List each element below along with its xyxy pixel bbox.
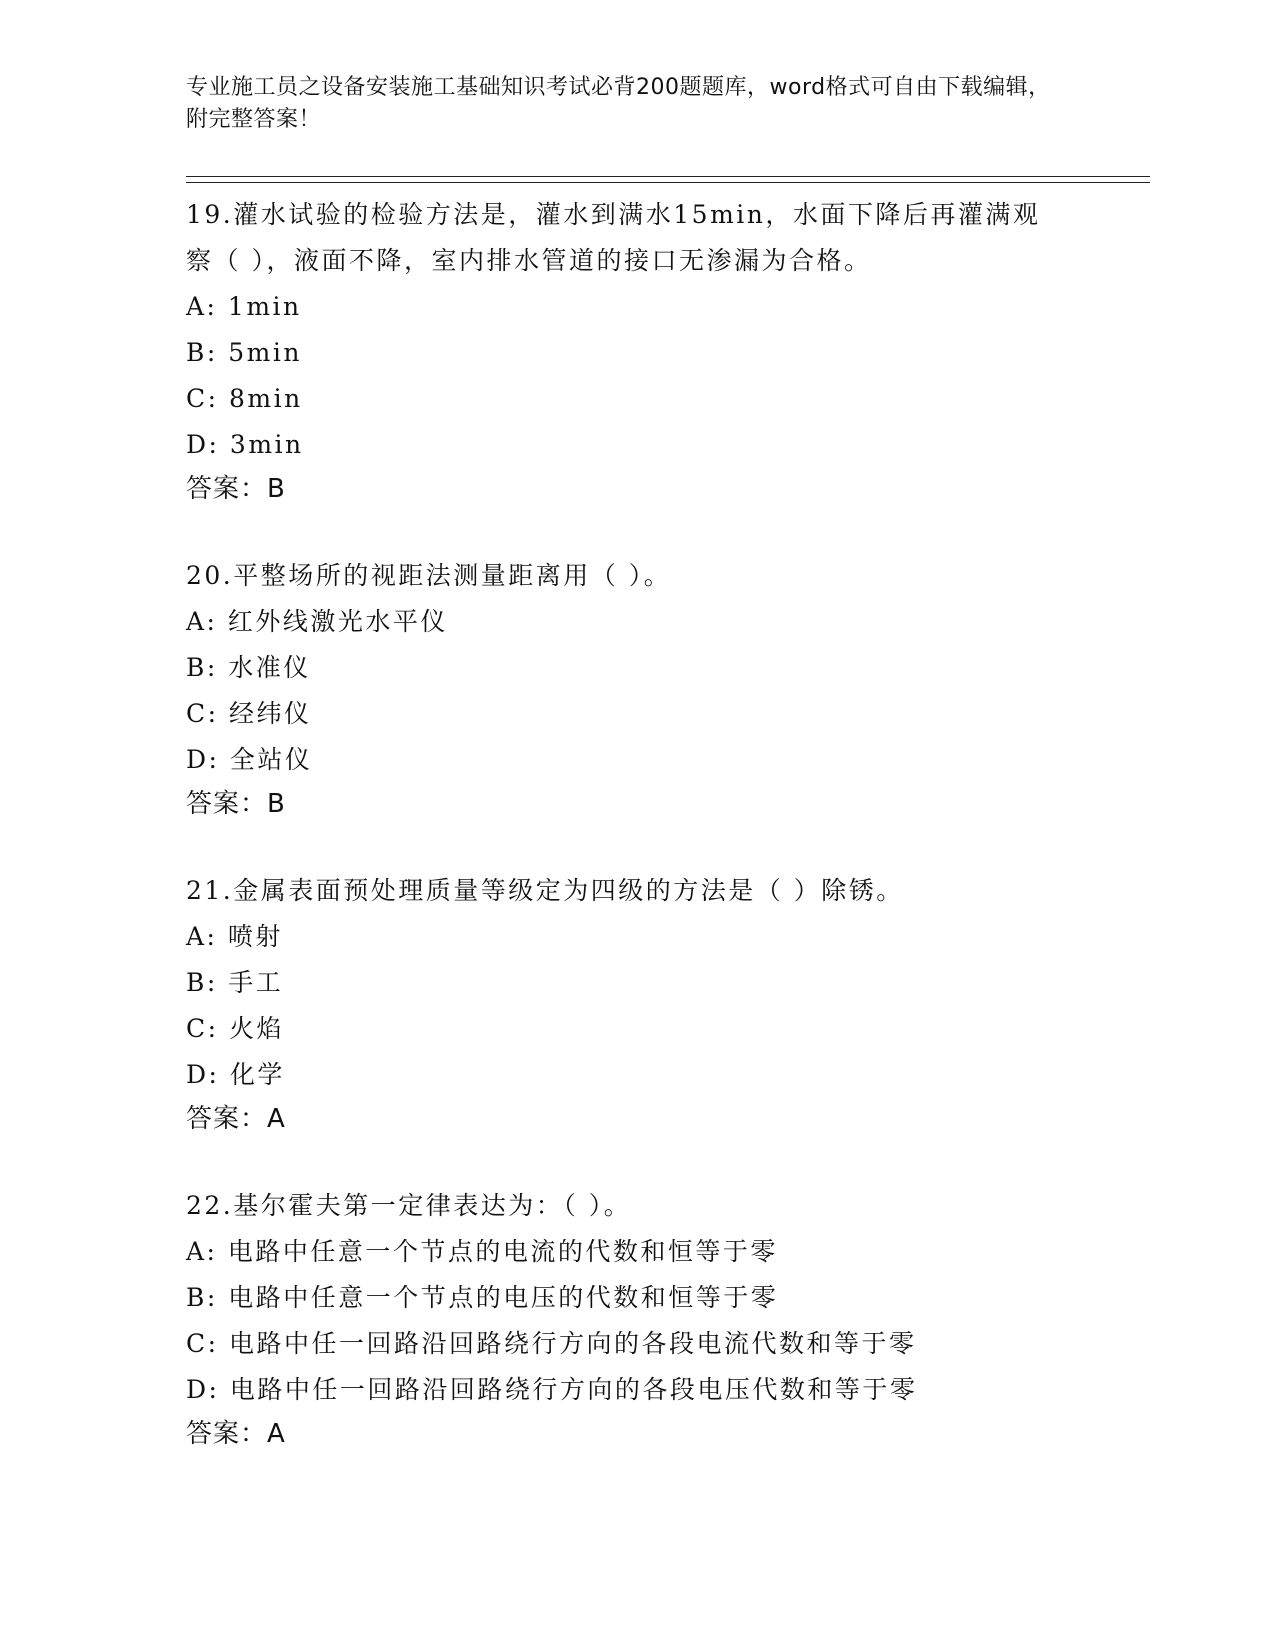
header-divider-bottom [186,182,1150,183]
question-19 [186,192,1066,510]
answer: 答案：B [186,474,286,504]
option-d: D: 化学 [186,1060,285,1089]
option-a: A: 喷射 [186,922,283,951]
option-a: A: 1min [186,292,302,321]
question-21 [186,868,1066,1140]
option-b: B: 手工 [186,968,284,997]
option-d: D: 3min [186,430,304,459]
question-list [186,192,1066,1498]
answer: 答案：B [186,789,286,819]
option-b: B: 5min [186,338,302,367]
question-stem: 20.平整场所的视距法测量距离用（ ）。 [186,561,672,590]
option-c: C: 经纬仪 [186,699,312,728]
option-c: C: 8min [186,384,303,413]
document-header: 专业施工员之设备安装施工基础知识考试必背200题题库，word格式可自由下载编辑，附完整答案！ [186,75,1051,132]
question-22 [186,1183,1066,1455]
header-divider-top [186,176,1150,177]
question-stem: 19.灌水试验的检验方法是，灌水到满水15min，水面下降后再灌满观察（ ），液面不降，室内排水管道的接口无渗漏为合格。 [186,200,1041,275]
question-stem: 21.金属表面预处理质量等级定为四级的方法是（ ）除锈。 [186,876,904,905]
answer: 答案：A [186,1104,286,1134]
option-c: C: 火焰 [186,1014,284,1043]
answer: 答案：A [186,1419,286,1449]
question-stem: 22.基尔霍夫第一定律表达为：（ ）。 [186,1191,632,1220]
option-d: D: 全站仪 [186,745,313,774]
option-a: A: 电路中任意一个节点的电流的代数和恒等于零 [186,1237,778,1266]
option-c: C: 电路中任一回路沿回路绕行方向的各段电流代数和等于零 [186,1329,917,1358]
option-a: A: 红外线激光水平仪 [186,607,448,636]
option-d: D: 电路中任一回路沿回路绕行方向的各段电压代数和等于零 [186,1375,918,1404]
option-b: B: 电路中任意一个节点的电压的代数和恒等于零 [186,1283,779,1312]
question-20 [186,553,1066,825]
option-b: B: 水准仪 [186,653,311,682]
